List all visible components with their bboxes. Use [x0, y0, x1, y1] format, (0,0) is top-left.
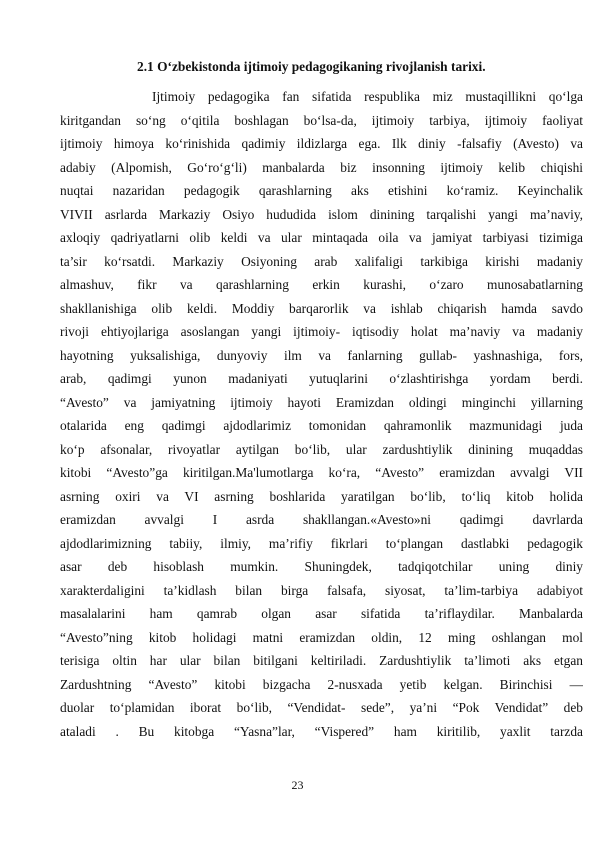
paragraph-line: ijtimoiy himoya ko‘rinishida qadimiy ildizlarga ega. Ilk diniy -falsafiy (Avesto) va: [60, 136, 583, 151]
paragraph-line: otalarida eng qadimgi ajdodlarimiz tomonidan qahramonlik mazmunidagi juda: [60, 418, 583, 433]
paragraph-line: terisiga oltin har ular bilan bitilgani keltiriladi. Zardushtiylik ta’limoti aks etgan: [60, 653, 583, 668]
paragraph-line: VIVII asrlarda Markaziy Osiyo hududida islom dinining tarqalishi yangi ma’naviy,: [60, 206, 583, 222]
paragraph-line: asrning oxiri va VI asrning boshlarida yaratilgan bo‘lib, to‘liq kitob holida: [60, 488, 583, 504]
paragraph-line: kitobi “Avesto”ga kiritilgan.Ma'lumotlarga ko‘ra, “Avesto” eramizdan avvalgi VII: [60, 465, 583, 480]
body-paragraph: [60, 85, 583, 743]
paragraph-line: duolar to‘plamidan iborat bo‘lib, “Vendidat- sede”, ya’ni “Pok Vendidat” deb: [60, 700, 583, 715]
paragraph-line: xarakterdaligini ta’kidlash bilan birga falsafa, siyosat, ta’lim-tarbiya adabiyot: [60, 582, 583, 598]
paragraph-line: shakllanishiga olib keldi. Moddiy barqarorlik va ishlab chiqarish hamda savdo: [60, 300, 583, 316]
paragraph-line: ta’sir ko‘rsatdi. Markaziy Osiyoning arab xalifaligi tarkibiga kirishi madaniy: [60, 253, 583, 269]
document-page: [60, 58, 583, 743]
paragraph-line: nuqtai nazaridan pedagogik qarashlarning aks etishini ko‘ramiz. Keyinchalik: [60, 183, 583, 198]
paragraph-line: hayotning yuksalishiga, dunyoviy ilm va fanlarning gullab- yashnashiga, fors,: [60, 347, 583, 363]
paragraph-line: arab, qadimgi yunon madaniyati yutuqlarini o‘zlashtirishga yordam berdi.: [60, 371, 583, 386]
paragraph-line: ataladi . Bu kitobga “Yasna”lar, “Vispered” ham kiritilib, yaxlit tarzda: [60, 723, 583, 739]
paragraph-line: ajdodlarimizning tabiiy, ilmiy, ma’rifiy fikrlari to‘plangan dastlabki pedagogik: [60, 535, 583, 551]
paragraph-line: adabiy (Alpomish, Go‘ro‘g‘li) manbalarda biz insonning ijtimoiy kelib chiqishi: [60, 159, 583, 175]
paragraph-line: eramizdan avvalgi I asrda shakllangan.«Avesto»ni qadimgi davrlarda: [60, 512, 583, 527]
paragraph-line: Zardushtning “Avesto” kitobi bizgacha 2-nusxada yetib kelgan. Birinchisi —: [60, 676, 583, 692]
paragraph-line: Ijtimoiy pedagogika fan sifatida respublika miz mustaqillikni qo‘lga: [152, 89, 583, 104]
paragraph-line: kiritgandan so‘ng o‘qitila boshlagan bo‘lsa-da, ijtimoiy tarbiya, ijtimoiy faoliyat: [60, 112, 583, 128]
paragraph-line: almashuv, fikr va qarashlarning erkin kurashi, o‘zaro munosabatlarning: [60, 277, 583, 292]
paragraph-line: rivoji ehtiyojlariga asoslangan yangi ijtimoiy- iqtisodiy holat ma’naviy va madaniy: [60, 324, 583, 339]
paragraph-line: masalalarini ham qamrab olgan asar sifatida ta’riflaydilar. Manbalarda: [60, 606, 583, 621]
paragraph-line: ko‘p afsonalar, rivoyatlar aytilgan bo‘lib, ular zardushtiylik dinining muqaddas: [60, 441, 583, 457]
paragraph-line: asar deb hisoblash mumkin. Shuningdek, tadqiqotchilar uning diniy: [60, 559, 583, 574]
section-heading: 2.1 O‘zbekistonda ijtimoiy pedagogikaning rivojlanish tarixi.: [137, 59, 486, 74]
paragraph-line: “Avesto” va jamiyatning ijtimoiy hayoti Eramizdan oldingi minginchi yillarning: [60, 394, 583, 410]
paragraph-line: “Avesto”ning kitob holidagi matni eramizdan oldin, 12 ming oshlangan mol: [60, 629, 583, 645]
paragraph-line: axloqiy qadriyatlarni olib keldi va ular mintaqada oila va jamiyat tarbiyasi tizimiga: [60, 230, 583, 245]
page-number: 23: [291, 778, 304, 792]
